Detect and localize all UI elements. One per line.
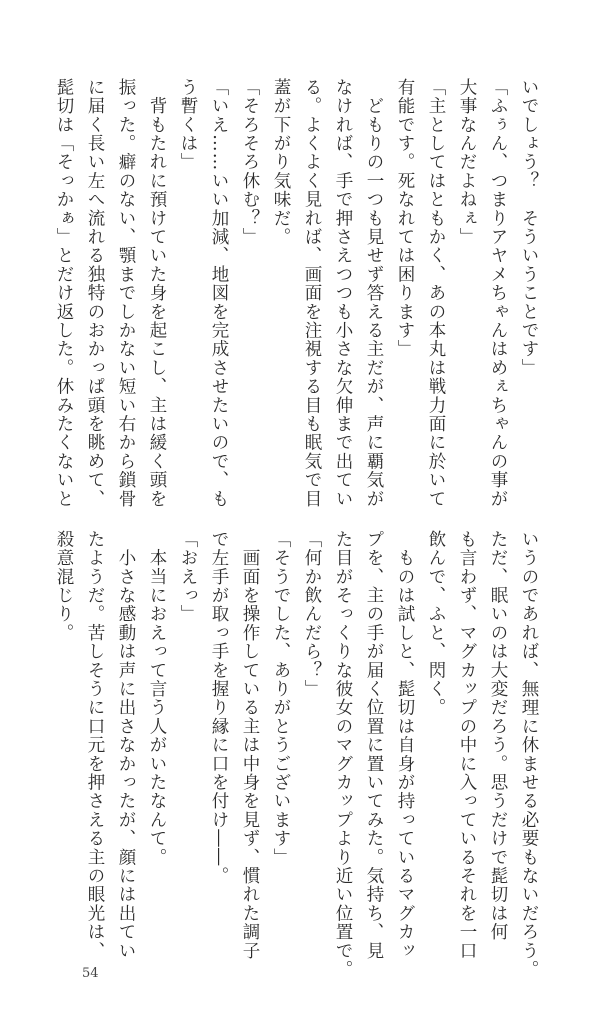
text-line: に届く長い左へ流れる独特のおかっぱ頭を眺めて、 (85, 78, 105, 509)
text-line: ものは試しと、髭切は自身が持っているマグカッ (395, 530, 415, 961)
text-line: 画面を操作している主は中身を見ず、慣れた調子 (240, 530, 260, 961)
text-line: 「そうでした、ありがとうございます」 (271, 530, 291, 867)
text-line: 「ふぅん、つまりアヤメちゃんはめぇちゃんの事が (488, 78, 508, 509)
text-line: で左手が取っ手を握り縁に口を付け――。 (209, 530, 229, 886)
text-line: 背もたれに預けていた身を起こし、主は緩く頭を (147, 78, 167, 509)
text-line: 蓋が下がり気味だ。 (271, 78, 291, 247)
text-line: いでしょう？ そういうことです」 (519, 78, 539, 378)
text-line: どもりの一つも見せず答える主だが、声に覇気が (364, 78, 384, 509)
text-line: プを、主の手が届く位置に置いてみた。気持ち、見 (364, 530, 384, 961)
text-line: 本当におえって言う人がいたなんて。 (147, 530, 167, 867)
text-line: たようだ。苦しそうに口元を押さえる主の眼光は、 (85, 530, 105, 961)
text-line: 「何か飲んだら？」 (302, 530, 322, 699)
text-line: 「いえ……いい加減、地図を完成させたいので、も (209, 78, 229, 509)
text-line: 小さな感動は声に出さなかったが、顔には出てい (116, 530, 136, 961)
text-line: 振った。癖のない、顎までしかない短い右から鎖骨 (116, 78, 136, 509)
text-line: ただ、眠いのは大変だろう。思うだけで髭切は何 (488, 530, 508, 942)
text-line: いうのであれば、無理に休ませる必要もないだろう。 (519, 530, 539, 979)
text-line: 「そろそろ休む？」 (240, 78, 260, 247)
text-line: も言わず、マグカップの中に入っているそれを一口 (457, 530, 477, 961)
page-number: 54 (82, 966, 99, 981)
upper-text-block (54, 78, 544, 509)
text-line: 「おえっ」 (178, 530, 198, 624)
text-line: 大事なんだよねぇ」 (457, 78, 477, 247)
text-line: 髭切は「そっかぁ」とだけ返した。休みたくないと (54, 78, 74, 509)
text-line: 有能です。死なれては困ります」 (395, 78, 415, 359)
text-line: 「主としてはともかく、あの本丸は戦力面に於いて (426, 78, 446, 509)
text-line: 飲んで、ふと、閃く。 (426, 530, 446, 717)
text-line: る。よくよく見れば、画面を注視する目も眠気で目 (302, 78, 322, 509)
text-line: なければ、手で押さえつつも小さな欠伸まで出てい (333, 78, 353, 509)
text-line: た目がそっくりな彼女のマグカップより近い位置で。 (333, 530, 353, 979)
text-line: 殺意混じり。 (54, 530, 74, 643)
text-line: う暫くは」 (178, 78, 198, 172)
